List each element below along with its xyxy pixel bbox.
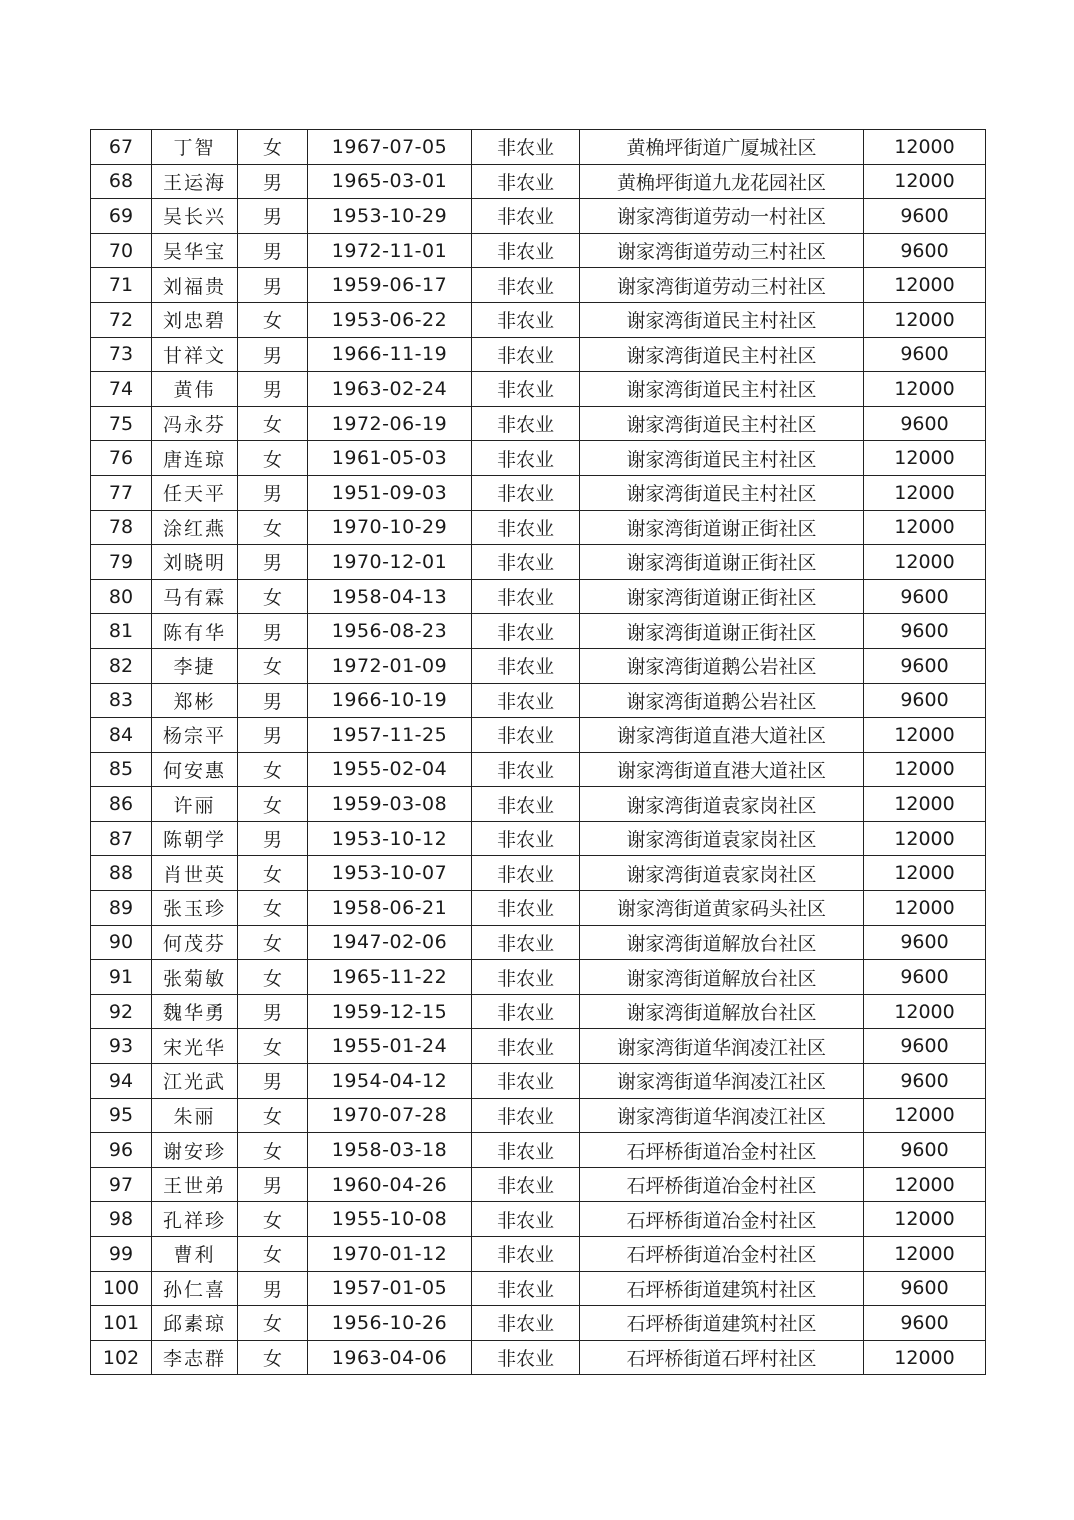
community-cell: 石坪桥街道冶金村社区	[580, 1167, 864, 1202]
amount-cell: 9600	[864, 1133, 986, 1168]
person-name-cell: 任天平	[152, 475, 238, 510]
amount-cell: 9600	[864, 925, 986, 960]
person-name-cell: 甘祥文	[152, 337, 238, 372]
gender-cell: 男	[238, 718, 308, 753]
person-name-cell: 孙仁喜	[152, 1271, 238, 1306]
community-cell: 石坪桥街道石坪村社区	[580, 1340, 864, 1375]
row-number-cell: 95	[91, 1098, 152, 1133]
person-name-cell: 魏华勇	[152, 994, 238, 1029]
gender-cell: 女	[238, 1340, 308, 1375]
table-row	[91, 821, 986, 856]
community-cell: 谢家湾街道谢正街社区	[580, 579, 864, 614]
gender-cell: 女	[238, 1133, 308, 1168]
gender-cell: 男	[238, 199, 308, 234]
person-name-cell: 邱素琼	[152, 1306, 238, 1341]
amount-cell: 9600	[864, 199, 986, 234]
community-cell: 谢家湾街道劳动三村社区	[580, 268, 864, 303]
person-name-cell: 孔祥珍	[152, 1202, 238, 1237]
row-number-cell: 91	[91, 960, 152, 995]
amount-cell: 12000	[864, 510, 986, 545]
household-type-cell: 非农业	[472, 614, 580, 649]
person-name-cell: 杨宗平	[152, 718, 238, 753]
community-cell: 谢家湾街道鹅公岩社区	[580, 683, 864, 718]
birth-date-cell: 1958-03-18	[308, 1133, 472, 1168]
person-name-cell: 许丽	[152, 787, 238, 822]
household-type-cell: 非农业	[472, 1202, 580, 1237]
person-name-cell: 陈朝学	[152, 821, 238, 856]
amount-cell: 9600	[864, 1271, 986, 1306]
person-name-cell: 丁智	[152, 130, 238, 165]
gender-cell: 女	[238, 130, 308, 165]
community-cell: 谢家湾街道民主村社区	[580, 372, 864, 407]
amount-cell: 9600	[864, 406, 986, 441]
community-cell: 谢家湾街道谢正街社区	[580, 545, 864, 580]
gender-cell: 女	[238, 648, 308, 683]
amount-cell: 9600	[864, 683, 986, 718]
row-number-cell: 70	[91, 233, 152, 268]
community-cell: 谢家湾街道黄家码头社区	[580, 891, 864, 926]
person-name-cell: 谢安珍	[152, 1133, 238, 1168]
household-type-cell: 非农业	[472, 960, 580, 995]
amount-cell: 9600	[864, 960, 986, 995]
birth-date-cell: 1966-11-19	[308, 337, 472, 372]
person-name-cell: 王运海	[152, 164, 238, 199]
community-cell: 谢家湾街道袁家岗社区	[580, 787, 864, 822]
community-cell: 谢家湾街道民主村社区	[580, 302, 864, 337]
table-row	[91, 718, 986, 753]
gender-cell: 男	[238, 475, 308, 510]
birth-date-cell: 1953-06-22	[308, 302, 472, 337]
row-number-cell: 98	[91, 1202, 152, 1237]
gender-cell: 女	[238, 787, 308, 822]
table-row	[91, 787, 986, 822]
person-name-cell: 马有霖	[152, 579, 238, 614]
person-name-cell: 涂红燕	[152, 510, 238, 545]
row-number-cell: 78	[91, 510, 152, 545]
table-row	[91, 372, 986, 407]
amount-cell: 12000	[864, 545, 986, 580]
birth-date-cell: 1953-10-12	[308, 821, 472, 856]
gender-cell: 女	[238, 1202, 308, 1237]
amount-cell: 12000	[864, 1167, 986, 1202]
table-row	[91, 441, 986, 476]
amount-cell: 12000	[864, 130, 986, 165]
table-row	[91, 1167, 986, 1202]
birth-date-cell: 1963-02-24	[308, 372, 472, 407]
row-number-cell: 80	[91, 579, 152, 614]
roster-body	[91, 130, 986, 1375]
table-row	[91, 891, 986, 926]
person-name-cell: 郑彬	[152, 683, 238, 718]
person-name-cell: 黄伟	[152, 372, 238, 407]
community-cell: 谢家湾街道劳动三村社区	[580, 233, 864, 268]
household-type-cell: 非农业	[472, 475, 580, 510]
community-cell: 黄桷坪街道广厦城社区	[580, 130, 864, 165]
household-type-cell: 非农业	[472, 1098, 580, 1133]
community-cell: 谢家湾街道谢正街社区	[580, 614, 864, 649]
person-name-cell: 李志群	[152, 1340, 238, 1375]
row-number-cell: 72	[91, 302, 152, 337]
person-name-cell: 江光武	[152, 1064, 238, 1099]
gender-cell: 女	[238, 302, 308, 337]
birth-date-cell: 1954-04-12	[308, 1064, 472, 1099]
amount-cell: 12000	[864, 441, 986, 476]
birth-date-cell: 1957-11-25	[308, 718, 472, 753]
table-row	[91, 752, 986, 787]
gender-cell: 男	[238, 994, 308, 1029]
person-name-cell: 吴华宝	[152, 233, 238, 268]
table-row	[91, 233, 986, 268]
community-cell: 谢家湾街道解放台社区	[580, 960, 864, 995]
amount-cell: 12000	[864, 1340, 986, 1375]
row-number-cell: 86	[91, 787, 152, 822]
household-type-cell: 非农业	[472, 372, 580, 407]
gender-cell: 男	[238, 372, 308, 407]
amount-cell: 12000	[864, 268, 986, 303]
gender-cell: 男	[238, 1064, 308, 1099]
birth-date-cell: 1959-12-15	[308, 994, 472, 1029]
gender-cell: 女	[238, 510, 308, 545]
table-row	[91, 302, 986, 337]
gender-cell: 女	[238, 406, 308, 441]
amount-cell: 9600	[864, 1064, 986, 1099]
birth-date-cell: 1965-03-01	[308, 164, 472, 199]
gender-cell: 女	[238, 752, 308, 787]
community-cell: 谢家湾街道直港大道社区	[580, 718, 864, 753]
table-row	[91, 1237, 986, 1272]
table-row	[91, 960, 986, 995]
row-number-cell: 87	[91, 821, 152, 856]
gender-cell: 男	[238, 821, 308, 856]
household-type-cell: 非农业	[472, 199, 580, 234]
gender-cell: 男	[238, 1271, 308, 1306]
gender-cell: 男	[238, 233, 308, 268]
birth-date-cell: 1972-11-01	[308, 233, 472, 268]
gender-cell: 女	[238, 925, 308, 960]
table-row	[91, 683, 986, 718]
table-row	[91, 856, 986, 891]
household-type-cell: 非农业	[472, 1340, 580, 1375]
row-number-cell: 84	[91, 718, 152, 753]
row-number-cell: 97	[91, 1167, 152, 1202]
household-type-cell: 非农业	[472, 925, 580, 960]
birth-date-cell: 1958-04-13	[308, 579, 472, 614]
birth-date-cell: 1953-10-29	[308, 199, 472, 234]
person-name-cell: 刘福贵	[152, 268, 238, 303]
amount-cell: 12000	[864, 787, 986, 822]
birth-date-cell: 1972-06-19	[308, 406, 472, 441]
community-cell: 谢家湾街道谢正街社区	[580, 510, 864, 545]
table-row	[91, 1133, 986, 1168]
table-row	[91, 1306, 986, 1341]
household-type-cell: 非农业	[472, 683, 580, 718]
birth-date-cell: 1970-07-28	[308, 1098, 472, 1133]
household-type-cell: 非农业	[472, 406, 580, 441]
row-number-cell: 68	[91, 164, 152, 199]
row-number-cell: 79	[91, 545, 152, 580]
gender-cell: 女	[238, 441, 308, 476]
community-cell: 谢家湾街道华润凌江社区	[580, 1098, 864, 1133]
household-type-cell: 非农业	[472, 1029, 580, 1064]
table-row	[91, 164, 986, 199]
birth-date-cell: 1955-10-08	[308, 1202, 472, 1237]
community-cell: 谢家湾街道袁家岗社区	[580, 856, 864, 891]
row-number-cell: 69	[91, 199, 152, 234]
amount-cell: 9600	[864, 233, 986, 268]
person-name-cell: 张玉珍	[152, 891, 238, 926]
row-number-cell: 93	[91, 1029, 152, 1064]
amount-cell: 9600	[864, 1029, 986, 1064]
amount-cell: 12000	[864, 891, 986, 926]
household-type-cell: 非农业	[472, 891, 580, 926]
person-name-cell: 何安惠	[152, 752, 238, 787]
table-row	[91, 510, 986, 545]
person-name-cell: 王世弟	[152, 1167, 238, 1202]
birth-date-cell: 1960-04-26	[308, 1167, 472, 1202]
gender-cell: 女	[238, 960, 308, 995]
table-row	[91, 337, 986, 372]
person-name-cell: 刘晓明	[152, 545, 238, 580]
household-type-cell: 非农业	[472, 752, 580, 787]
amount-cell: 9600	[864, 337, 986, 372]
gender-cell: 女	[238, 856, 308, 891]
person-name-cell: 朱丽	[152, 1098, 238, 1133]
community-cell: 石坪桥街道冶金村社区	[580, 1133, 864, 1168]
household-type-cell: 非农业	[472, 1271, 580, 1306]
amount-cell: 12000	[864, 821, 986, 856]
gender-cell: 男	[238, 545, 308, 580]
amount-cell: 12000	[864, 752, 986, 787]
birth-date-cell: 1970-01-12	[308, 1237, 472, 1272]
household-type-cell: 非农业	[472, 302, 580, 337]
row-number-cell: 73	[91, 337, 152, 372]
amount-cell: 12000	[864, 164, 986, 199]
person-name-cell: 刘忠碧	[152, 302, 238, 337]
person-name-cell: 吴长兴	[152, 199, 238, 234]
birth-date-cell: 1963-04-06	[308, 1340, 472, 1375]
gender-cell: 男	[238, 683, 308, 718]
gender-cell: 女	[238, 1237, 308, 1272]
row-number-cell: 89	[91, 891, 152, 926]
birth-date-cell: 1957-01-05	[308, 1271, 472, 1306]
row-number-cell: 81	[91, 614, 152, 649]
birth-date-cell: 1967-07-05	[308, 130, 472, 165]
household-type-cell: 非农业	[472, 856, 580, 891]
community-cell: 谢家湾街道直港大道社区	[580, 752, 864, 787]
table-row	[91, 1064, 986, 1099]
gender-cell: 女	[238, 1098, 308, 1133]
community-cell: 黄桷坪街道九龙花园社区	[580, 164, 864, 199]
person-name-cell: 唐连琼	[152, 441, 238, 476]
community-cell: 谢家湾街道华润凌江社区	[580, 1029, 864, 1064]
household-type-cell: 非农业	[472, 994, 580, 1029]
household-type-cell: 非农业	[472, 130, 580, 165]
table-row	[91, 1271, 986, 1306]
roster-table	[90, 129, 986, 1375]
gender-cell: 女	[238, 1029, 308, 1064]
table-row	[91, 130, 986, 165]
gender-cell: 男	[238, 268, 308, 303]
household-type-cell: 非农业	[472, 579, 580, 614]
birth-date-cell: 1970-12-01	[308, 545, 472, 580]
birth-date-cell: 1955-01-24	[308, 1029, 472, 1064]
row-number-cell: 71	[91, 268, 152, 303]
household-type-cell: 非农业	[472, 1237, 580, 1272]
community-cell: 石坪桥街道建筑村社区	[580, 1306, 864, 1341]
table-row	[91, 925, 986, 960]
household-type-cell: 非农业	[472, 545, 580, 580]
row-number-cell: 99	[91, 1237, 152, 1272]
household-type-cell: 非农业	[472, 821, 580, 856]
amount-cell: 12000	[864, 1098, 986, 1133]
person-name-cell: 宋光华	[152, 1029, 238, 1064]
gender-cell: 男	[238, 337, 308, 372]
table-row	[91, 1098, 986, 1133]
gender-cell: 女	[238, 891, 308, 926]
gender-cell: 女	[238, 1306, 308, 1341]
household-type-cell: 非农业	[472, 441, 580, 476]
row-number-cell: 76	[91, 441, 152, 476]
amount-cell: 9600	[864, 579, 986, 614]
gender-cell: 女	[238, 579, 308, 614]
household-type-cell: 非农业	[472, 718, 580, 753]
table-row	[91, 545, 986, 580]
community-cell: 谢家湾街道民主村社区	[580, 406, 864, 441]
household-type-cell: 非农业	[472, 233, 580, 268]
birth-date-cell: 1955-02-04	[308, 752, 472, 787]
table-row	[91, 1029, 986, 1064]
table-row	[91, 268, 986, 303]
row-number-cell: 92	[91, 994, 152, 1029]
household-type-cell: 非农业	[472, 1306, 580, 1341]
amount-cell: 12000	[864, 1202, 986, 1237]
community-cell: 谢家湾街道解放台社区	[580, 994, 864, 1029]
community-cell: 谢家湾街道民主村社区	[580, 337, 864, 372]
birth-date-cell: 1947-02-06	[308, 925, 472, 960]
household-type-cell: 非农业	[472, 164, 580, 199]
row-number-cell: 75	[91, 406, 152, 441]
person-name-cell: 张菊敏	[152, 960, 238, 995]
household-type-cell: 非农业	[472, 1064, 580, 1099]
community-cell: 谢家湾街道鹅公岩社区	[580, 648, 864, 683]
row-number-cell: 102	[91, 1340, 152, 1375]
table-row	[91, 614, 986, 649]
amount-cell: 9600	[864, 648, 986, 683]
community-cell: 谢家湾街道民主村社区	[580, 475, 864, 510]
amount-cell: 9600	[864, 614, 986, 649]
person-name-cell: 曹利	[152, 1237, 238, 1272]
gender-cell: 男	[238, 1167, 308, 1202]
birth-date-cell: 1970-10-29	[308, 510, 472, 545]
birth-date-cell: 1961-05-03	[308, 441, 472, 476]
household-type-cell: 非农业	[472, 648, 580, 683]
person-name-cell: 何茂芬	[152, 925, 238, 960]
amount-cell: 12000	[864, 1237, 986, 1272]
row-number-cell: 85	[91, 752, 152, 787]
birth-date-cell: 1959-03-08	[308, 787, 472, 822]
table-row	[91, 475, 986, 510]
table-row	[91, 1202, 986, 1237]
row-number-cell: 83	[91, 683, 152, 718]
row-number-cell: 88	[91, 856, 152, 891]
row-number-cell: 100	[91, 1271, 152, 1306]
table-row	[91, 579, 986, 614]
table-row	[91, 648, 986, 683]
row-number-cell: 94	[91, 1064, 152, 1099]
person-name-cell: 肖世英	[152, 856, 238, 891]
household-type-cell: 非农业	[472, 268, 580, 303]
table-row	[91, 994, 986, 1029]
amount-cell: 12000	[864, 475, 986, 510]
person-name-cell: 冯永芬	[152, 406, 238, 441]
amount-cell: 12000	[864, 718, 986, 753]
row-number-cell: 90	[91, 925, 152, 960]
community-cell: 谢家湾街道劳动一村社区	[580, 199, 864, 234]
amount-cell: 9600	[864, 1306, 986, 1341]
community-cell: 谢家湾街道华润凌江社区	[580, 1064, 864, 1099]
community-cell: 谢家湾街道民主村社区	[580, 441, 864, 476]
gender-cell: 男	[238, 164, 308, 199]
household-type-cell: 非农业	[472, 787, 580, 822]
community-cell: 石坪桥街道冶金村社区	[580, 1202, 864, 1237]
birth-date-cell: 1972-01-09	[308, 648, 472, 683]
table-row	[91, 199, 986, 234]
birth-date-cell: 1959-06-17	[308, 268, 472, 303]
amount-cell: 12000	[864, 302, 986, 337]
household-type-cell: 非农业	[472, 337, 580, 372]
gender-cell: 男	[238, 614, 308, 649]
table-row	[91, 1340, 986, 1375]
row-number-cell: 67	[91, 130, 152, 165]
amount-cell: 12000	[864, 994, 986, 1029]
row-number-cell: 77	[91, 475, 152, 510]
row-number-cell: 101	[91, 1306, 152, 1341]
amount-cell: 12000	[864, 856, 986, 891]
birth-date-cell: 1958-06-21	[308, 891, 472, 926]
community-cell: 谢家湾街道袁家岗社区	[580, 821, 864, 856]
row-number-cell: 74	[91, 372, 152, 407]
household-type-cell: 非农业	[472, 1167, 580, 1202]
birth-date-cell: 1953-10-07	[308, 856, 472, 891]
birth-date-cell: 1956-10-26	[308, 1306, 472, 1341]
table-row	[91, 406, 986, 441]
birth-date-cell: 1951-09-03	[308, 475, 472, 510]
person-name-cell: 李捷	[152, 648, 238, 683]
community-cell: 石坪桥街道建筑村社区	[580, 1271, 864, 1306]
person-name-cell: 陈有华	[152, 614, 238, 649]
household-type-cell: 非农业	[472, 510, 580, 545]
birth-date-cell: 1966-10-19	[308, 683, 472, 718]
community-cell: 石坪桥街道冶金村社区	[580, 1237, 864, 1272]
birth-date-cell: 1956-08-23	[308, 614, 472, 649]
row-number-cell: 82	[91, 648, 152, 683]
birth-date-cell: 1965-11-22	[308, 960, 472, 995]
community-cell: 谢家湾街道解放台社区	[580, 925, 864, 960]
household-type-cell: 非农业	[472, 1133, 580, 1168]
amount-cell: 12000	[864, 372, 986, 407]
row-number-cell: 96	[91, 1133, 152, 1168]
